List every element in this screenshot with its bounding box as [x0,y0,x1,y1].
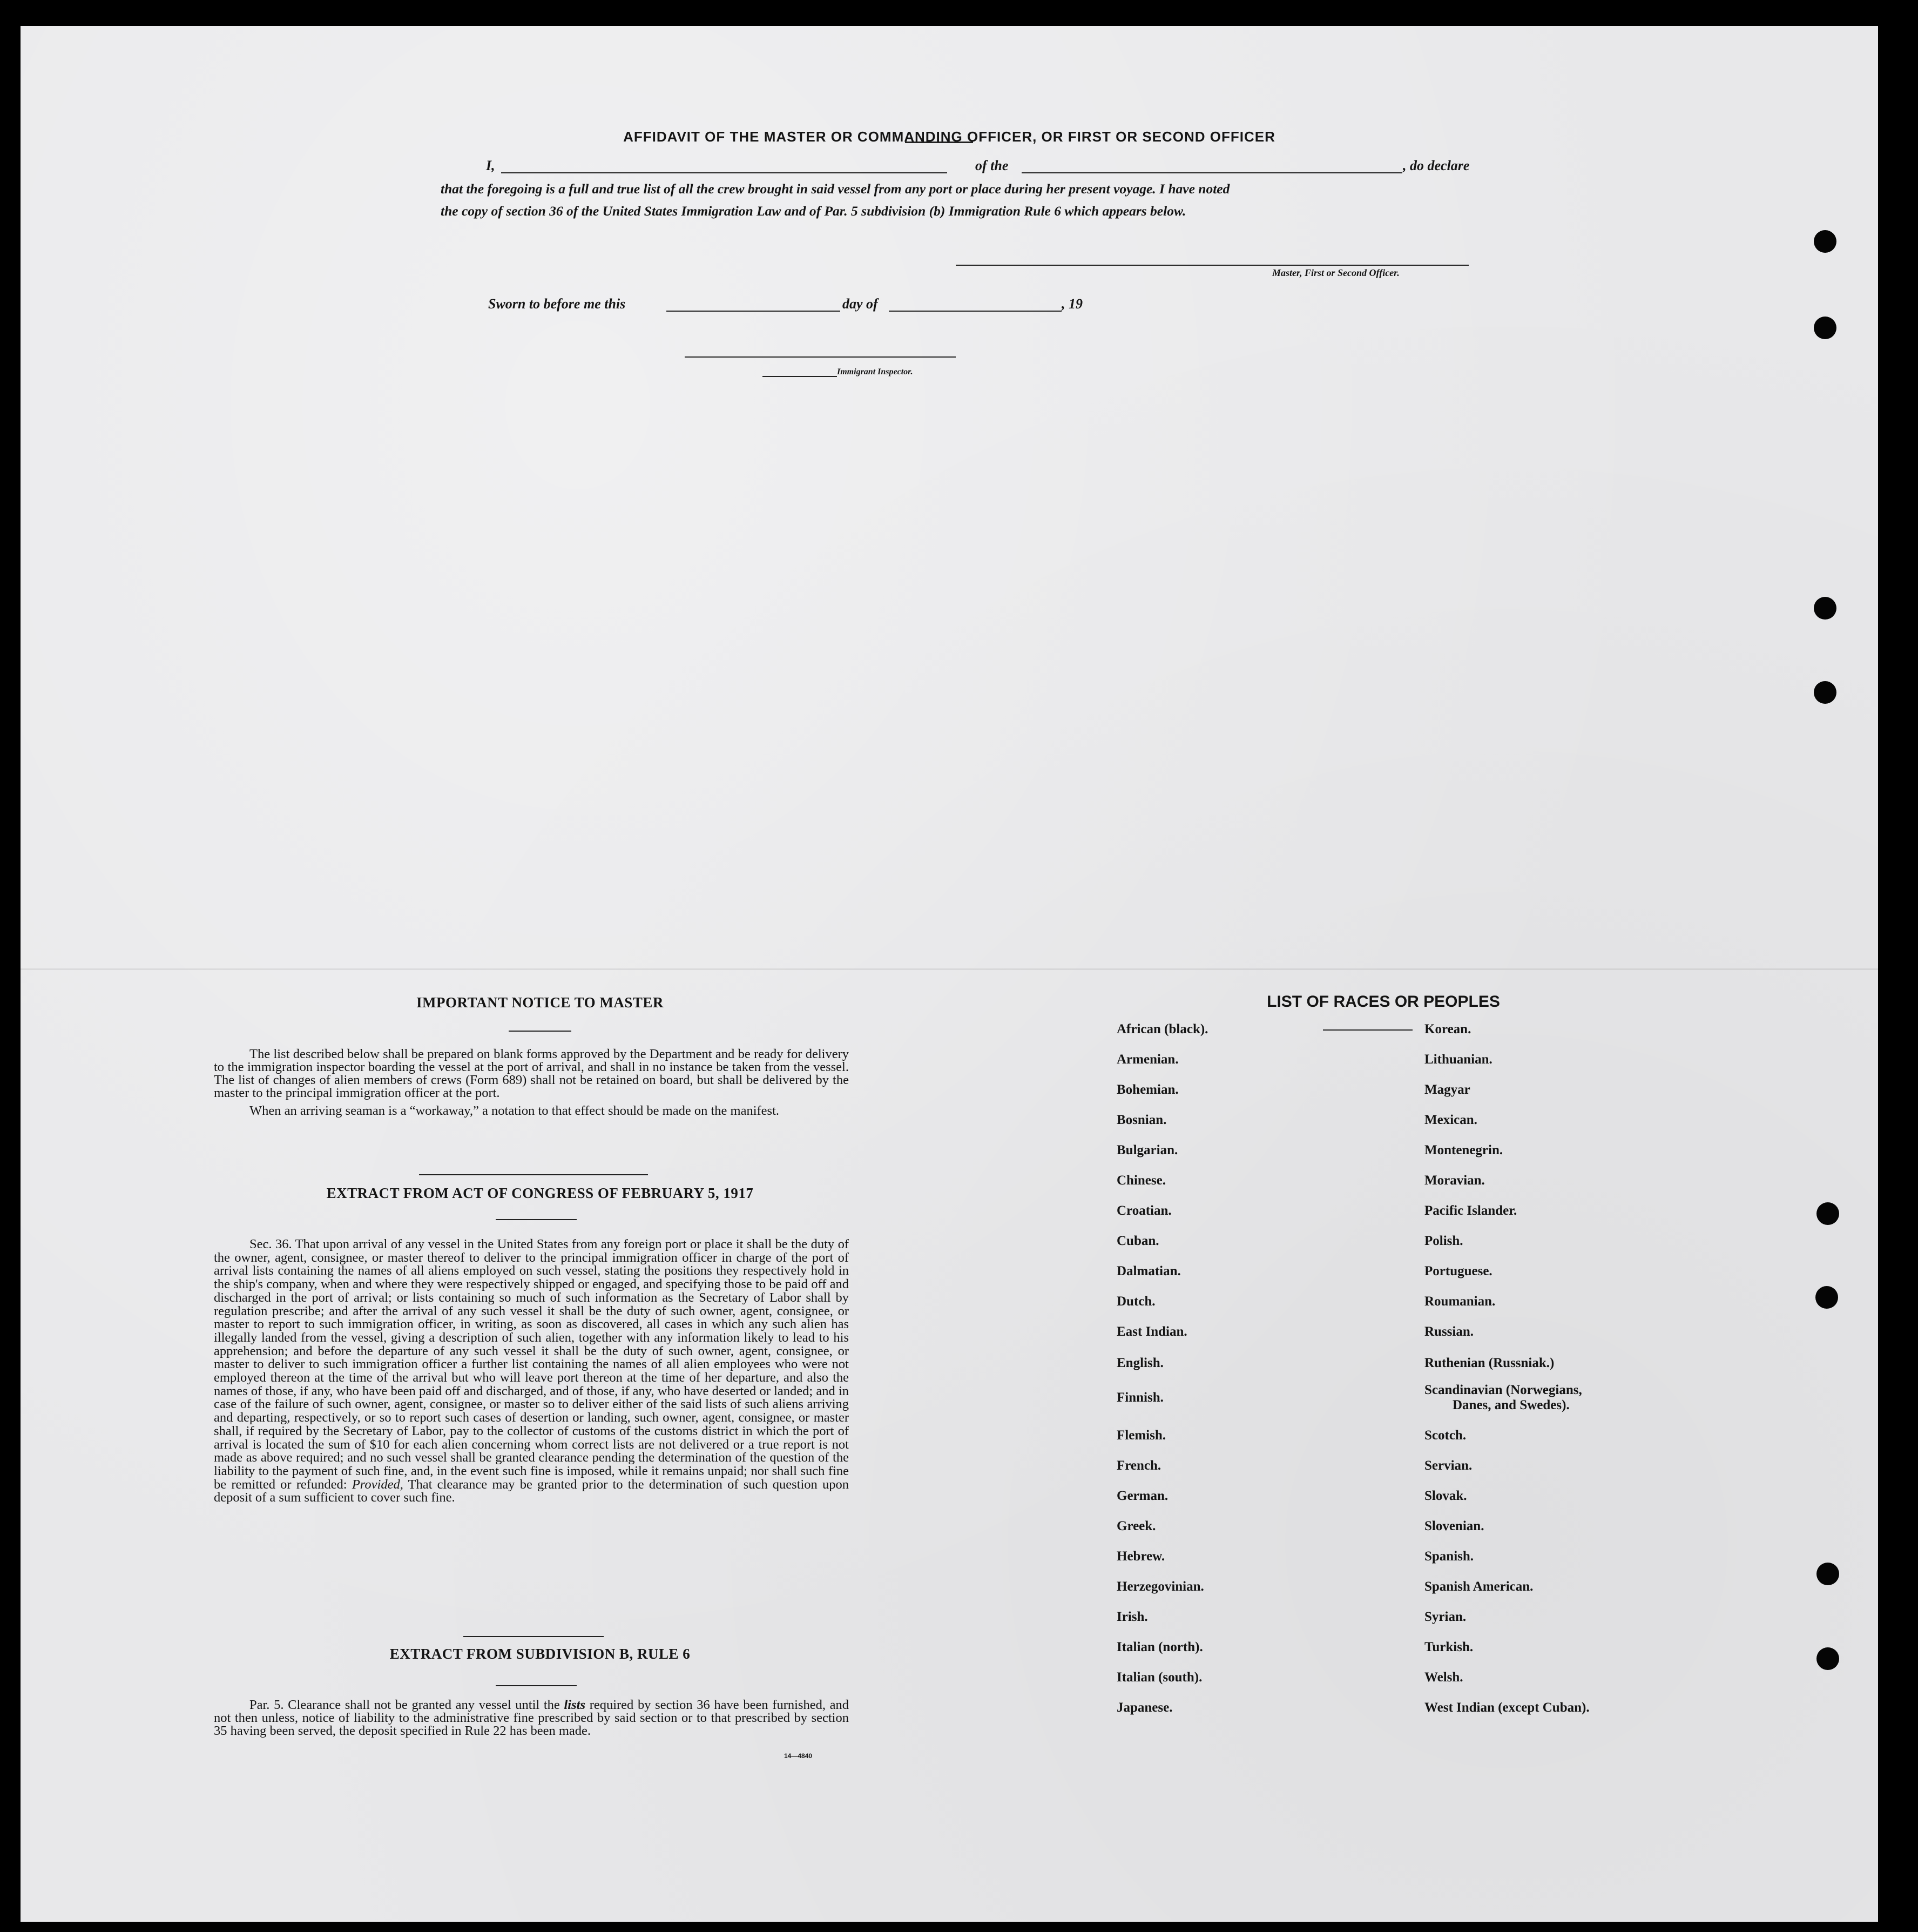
race-item: Herzegovinian. [1117,1579,1204,1594]
notice-paragraph-2: When an arriving seaman is a “workaway,” a notation to that effect should be made on the manifest. [249,1103,780,1118]
race-item: Cuban. [1117,1234,1159,1248]
race-item: Moravian. [1424,1173,1485,1188]
race-item: Mexican. [1424,1113,1477,1127]
race-item: Montenegrin. [1424,1143,1503,1157]
notice-paragraph-1: The list described below shall be prepared on blank forms approved by the Department and be ready for delivery to the immigration inspector boarding the vessel at the port of arrival, and shall in no instance be taken from the vessel. The list of changes of alien members of crews (Form 689) shall not be retained on board, but shall be delivered by the master to the principal immigration officer at the port. [214,1047,849,1100]
affidavit-line-1 [486,158,1490,176]
race-item: Magyar [1424,1082,1470,1097]
race-item-continuation: Danes, and Swedes). [1453,1398,1570,1412]
race-item: Pacific Islander. [1424,1203,1517,1218]
race-item: Korean. [1424,1022,1471,1036]
rule-lists-word: lists [564,1698,585,1712]
punch-hole [1814,597,1836,620]
race-item: Spanish. [1424,1549,1474,1564]
document-sheet [21,26,1878,1922]
race-item: German. [1117,1489,1169,1503]
punch-hole [1814,317,1836,339]
race-item: Italian (north). [1117,1640,1203,1654]
punch-hole [1816,1563,1839,1585]
race-item: Japanese. [1117,1700,1173,1715]
race-item: Scandinavian (Norwegians, [1424,1383,1582,1397]
act-section-text: That upon arrival of any vessel in the United States from any foreign port or place it shall be the duty of the owner, agent, consignee, or master thereof to deliver to the principal immigration officer in charge of the port of arrival lists containing the names of all aliens employed on such vessel, stating the positions they respectively hold in the ship's company, when and where they were respectively shipped or engaged, and specifying those to be paid off and discharged in the port of arrival; or lists containing so much of such information as the Secretary of Labor shall by regulation prescribe; and after the arrival of any such vessel it shall be the duty of such owner, agent, consignee, or master to report to such immigration officer, in writing, as soon as discovered, all cases in which any such alien has illegally landed from the vessel, giving a description of such alien, together with any information likely to lead to his apprehension; and before the departure of any such vessel it shall be the duty of such owner, agent, consignee, or master to deliver to such immigration officer a further list containing the names of all alien employees who were not employed thereon at the time of the arrival but who will leave port thereon at the time of her departure, and also the names of those, if any, who have been paid off and discharged, and of those, if any, who have deserted or landed; and in case of the failure of such owner, agent, consignee, or master so to deliver either of the said lists of such aliens arriving and departing, respectively, or so to report such cases of desertion or landing, such owner, agent, consignee, or master shall, if required by the Secretary of Labor, pay to the collector of customs of the customs district in which the port of arrival is located the sum of $10 for each alien concerning whom correct lists are not delivered or a true report is not made as above required; and no such vessel shall be granted clearance pending the determination of the question of the liability to the payment of such fine, and, in the event such fine is imposed, while it remains unpaid; nor shall such fine be remitted or refunded: [214,1237,849,1492]
inspector-signature-line [685,356,956,358]
race-item: Roumanian. [1424,1294,1496,1309]
race-item: West Indian (except Cuban). [1424,1700,1590,1715]
race-item: Portuguese. [1424,1264,1492,1278]
notice-title-underline [509,1031,571,1032]
sworn-day-of: day of [842,296,878,312]
punch-hole [1816,1202,1839,1225]
affidavit-of-the-label: of the [975,158,1009,173]
race-item: French. [1117,1458,1161,1473]
notice-body [214,1048,849,1118]
master-signature-line [956,265,1469,266]
race-item: Hebrew. [1117,1549,1165,1564]
affidavit-title: AFFIDAVIT OF THE MASTER OR COMMANDING OFFICER, OR FIRST OR SECOND OFFICER [623,129,1275,145]
race-item: Bosnian. [1117,1113,1167,1127]
vessel-blank [1022,172,1402,173]
race-item: Dutch. [1117,1294,1156,1309]
punch-hole [1816,1647,1839,1670]
act-section-label: Sec. 36. [249,1237,292,1251]
rule-paragraph [214,1699,849,1738]
affidavit-do-declare-label: , do declare [1403,158,1470,173]
sworn-date-blank [666,311,840,312]
race-item: Armenian. [1117,1052,1179,1067]
sworn-prefix: Sworn to before me this [488,296,626,312]
master-signature-caption: Master, First or Second Officer. [1272,267,1400,278]
race-item: Bohemian. [1117,1082,1179,1097]
sworn-month-blank [889,311,1062,312]
race-item: Turkish. [1424,1640,1474,1654]
rule-title: EXTRACT FROM SUBDIVISION B, RULE 6 [389,1646,691,1662]
page-fold [21,968,1878,970]
sworn-year: , 19 [1062,296,1083,312]
affidavit-i-label: I, [486,158,495,173]
punch-hole [1814,230,1836,253]
rule-text-end: required by section 36 have been furnished, and not then unless, notice of liability to the administrative fine prescribed by said section or to that prescribed by section 35 having been served, the deposit specified in Rule 22 has been made. [214,1698,849,1738]
race-item: Russian. [1424,1324,1474,1339]
act-title: EXTRACT FROM ACT OF CONGRESS OF FEBRUARY 5, 1917 [326,1185,754,1201]
race-item: Servian. [1424,1458,1473,1473]
race-item: Irish. [1117,1610,1148,1624]
punch-hole [1814,681,1836,704]
race-item: Italian (south). [1117,1670,1203,1685]
rule-title-underline [496,1685,577,1686]
race-item: Bulgarian. [1117,1143,1178,1157]
race-item: Welsh. [1424,1670,1463,1685]
race-item: Polish. [1424,1234,1463,1248]
races-title: LIST OF RACES OR PEOPLES [1267,993,1500,1011]
form-number: 14—4840 [784,1752,813,1760]
race-item: Slovak. [1424,1489,1467,1503]
race-item: Chinese. [1117,1173,1166,1188]
notice-divider [419,1174,648,1175]
act-title-underline [496,1219,577,1220]
race-item: Scotch. [1424,1428,1467,1443]
race-item: English. [1117,1356,1164,1370]
race-item: Flemish. [1117,1428,1166,1443]
race-item: Croatian. [1117,1203,1172,1218]
act-section-text-end: That clearance may be granted prior to the determination of such question upon deposit of a sum sufficient to cover such fine. [214,1477,849,1505]
punch-hole [1815,1286,1838,1309]
race-item: Syrian. [1424,1610,1467,1624]
sworn-line [488,296,1136,314]
rule-text-start: Par. 5. Clearance shall not be granted any vessel until the [249,1698,560,1712]
race-item: Greek. [1117,1519,1156,1533]
name-blank [501,172,947,173]
inspector-signature-caption: Immigrant Inspector. [837,367,913,376]
race-item: African (black). [1117,1022,1208,1036]
race-item: Dalmatian. [1117,1264,1181,1278]
affidavit-title-underline [905,142,973,143]
act-section-36 [214,1238,849,1505]
act-provided-word: Provided, [352,1477,403,1492]
affidavit-line-3: the copy of section 36 of the United States Immigration Law and of Par. 5 subdivision (b) Immigration Rule 6 which appears below. [441,203,1186,219]
race-item: Ruthenian (Russniak.) [1424,1356,1555,1370]
notice-title: IMPORTANT NOTICE TO MASTER [416,994,664,1011]
race-item: Lithuanian. [1424,1052,1492,1067]
act-divider [463,1636,604,1637]
race-item: Spanish American. [1424,1579,1534,1594]
race-item: East Indian. [1117,1324,1187,1339]
affidavit-line-2: that the foregoing is a full and true list of all the crew brought in said vessel from any port or place during her present voyage. I have noted [441,181,1230,197]
race-item: Finnish. [1117,1390,1164,1405]
races-title-underline [1323,1029,1413,1031]
inspector-signature-lead [762,376,837,377]
race-item: Slovenian. [1424,1519,1484,1533]
